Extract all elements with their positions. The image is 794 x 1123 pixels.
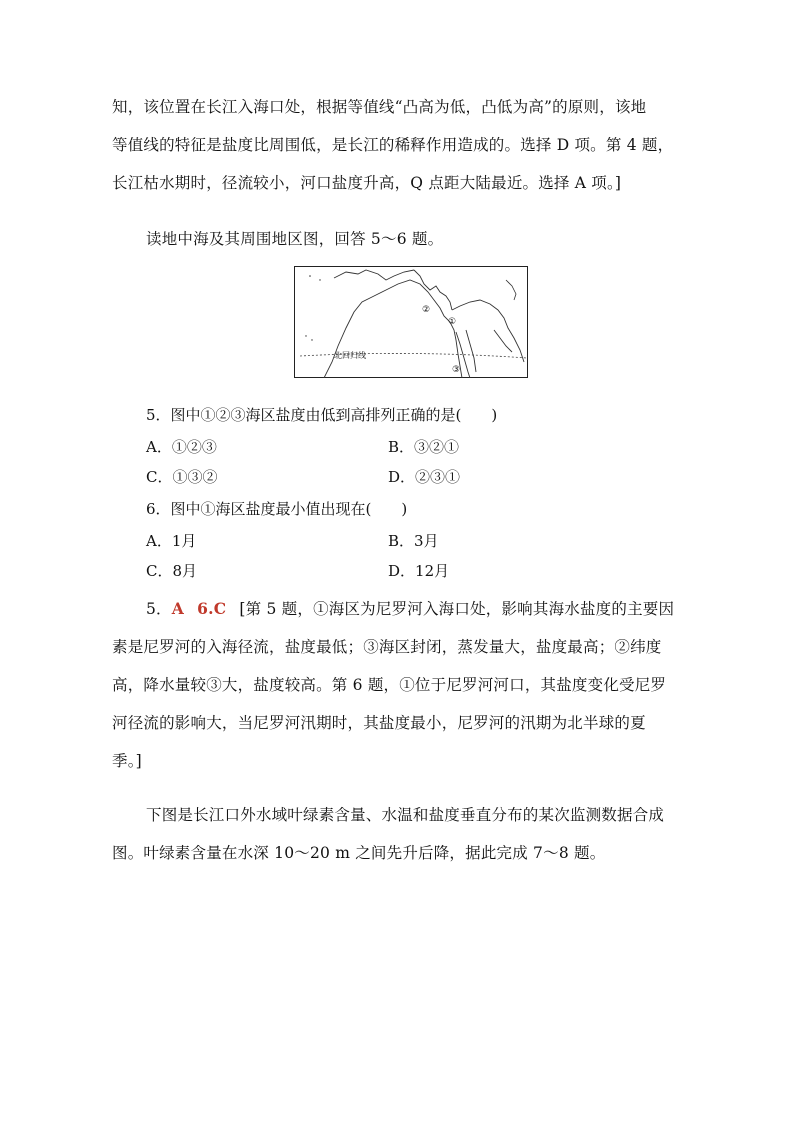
text-line xyxy=(112,590,684,628)
q6-option-c: C．8月 xyxy=(146,562,198,580)
map-frame xyxy=(295,267,528,378)
question-6-stem: 6．图中①海区盐度最小值出现在( ) xyxy=(146,500,408,518)
q5-option-c: C．①③② xyxy=(146,468,218,486)
answer-paragraph xyxy=(112,590,684,780)
answer-explanation-start: [第 5 题，①海区为尼罗河入海口处，影响其海水盐度的主要因 xyxy=(239,600,675,618)
answer-number-5: 5． xyxy=(146,600,172,618)
text-line: 下图是长江口外水域叶绿素含量、水温和盐度垂直分布的某次监测数据合成 xyxy=(146,806,665,824)
q5-option-d: D．②③① xyxy=(388,468,461,486)
q6-option-b: B．3月 xyxy=(388,532,439,550)
text-line: 长江枯水期时，径流较小，河口盐度升高，Q 点距大陆最近。选择 A 项。] xyxy=(112,174,622,192)
marker-1: ① xyxy=(448,317,457,327)
text-line: 等值线的特征是盐度比周围低，是长江的稀释作用造成的。选择 D 项。第 4 题， xyxy=(112,136,674,154)
next-question-intro xyxy=(112,796,684,872)
mediterranean-map xyxy=(294,266,528,378)
map-prompt xyxy=(112,220,684,258)
q5-option-b: B．③②① xyxy=(388,438,460,456)
text-line: 读地中海及其周围地区图，回答 5～6 题。 xyxy=(146,230,444,248)
q5-option-a: A．①②③ xyxy=(146,438,217,456)
text-line: 高，降水量较③大，盐度较高。第 6 题，①位于尼罗河河口，其盐度变化受尼罗 xyxy=(112,676,667,694)
previous-answer-paragraph xyxy=(112,88,684,202)
text-line: 图。叶绿素含量在水深 10～20 m 之间先升后降，据此完成 7～8 题。 xyxy=(112,844,606,862)
q6-option-a: A．1月 xyxy=(146,532,197,550)
question-5-stem: 5．图中①②③海区盐度由低到高排列正确的是( ) xyxy=(146,406,498,424)
answer-6: 6.C xyxy=(197,599,227,618)
tropic-label: 北回归线 xyxy=(334,351,366,360)
text-line: 知，该位置在长江入海口处，根据等值线“凸高为低，凸低为高”的原则，该地 xyxy=(112,98,647,116)
marker-3: ③ xyxy=(452,365,461,375)
text-line: 河径流的影响大，当尼罗河汛期时，其盐度最小，尼罗河的汛期为北半球的夏 xyxy=(112,714,646,732)
q6-option-d: D．12月 xyxy=(388,562,450,580)
answer-5: A xyxy=(171,599,184,618)
marker-2: ② xyxy=(422,305,431,315)
text-line: 素是尼罗河的入海径流，盐度最低；③海区封闭，蒸发量大，盐度最高；②纬度 xyxy=(112,638,662,656)
text-line: 季。] xyxy=(112,752,142,770)
